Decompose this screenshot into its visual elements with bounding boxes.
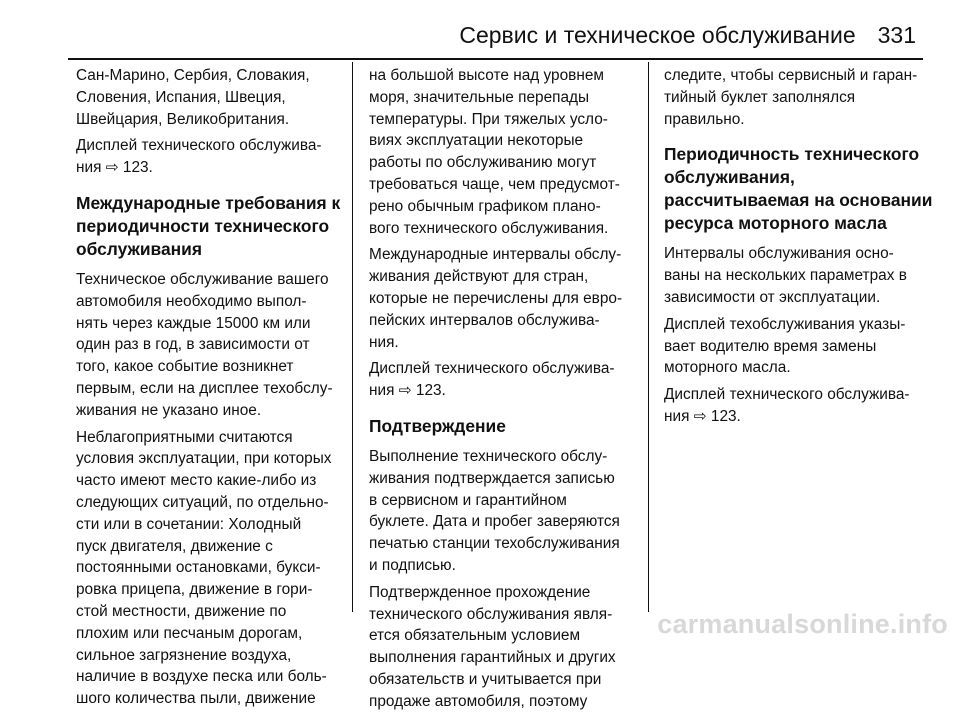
text-line: ния ⇨ 123. xyxy=(76,159,153,177)
text-line: того, какое событие возникнет xyxy=(76,358,294,376)
text-line: работы по обслуживанию могут xyxy=(369,154,597,172)
text-line: печатью станции техобслуживания xyxy=(369,535,620,553)
paragraph xyxy=(76,65,354,130)
heading-line: Периодичность технического xyxy=(664,144,920,165)
text-line: выполнения гарантийных и других xyxy=(369,649,616,667)
section-heading xyxy=(369,415,647,438)
text-line: сильное загрязнение воздуха, xyxy=(76,646,292,664)
text-line: Неблагоприятными считаются xyxy=(76,428,293,446)
heading-line: Международные требования к xyxy=(76,192,341,213)
text-line: Дисплей технического обслужива- xyxy=(369,360,615,378)
text-line: моторного масла. xyxy=(664,359,791,377)
heading-line: обслуживания, xyxy=(664,167,795,188)
text-line: технического обслуживания явля- xyxy=(369,605,613,623)
paragraph xyxy=(664,65,942,130)
text-column-2 xyxy=(369,60,647,713)
text-line: сти или в сочетании: Холодный xyxy=(76,515,302,533)
paragraph xyxy=(76,135,354,179)
text-line: ния. xyxy=(369,333,399,351)
text-line: часто имеют место какие-либо из xyxy=(76,472,317,490)
text-line: автомобиля необходимо выпол- xyxy=(76,292,307,310)
text-line: первым, если на дисплее техобслу- xyxy=(76,379,333,397)
text-line: на большой высоте над уровнем xyxy=(369,67,604,84)
text-line: Дисплей техобслуживания указы- xyxy=(664,315,906,333)
paragraph xyxy=(369,244,647,353)
text-line: вает водителю время замены xyxy=(664,337,877,355)
text-line: постоянными остановками, букси- xyxy=(76,559,321,577)
text-line: требоваться чаще, чем предусмот- xyxy=(369,175,620,193)
text-line: тийный буклет заполнялся xyxy=(664,88,856,106)
text-column-3 xyxy=(664,60,942,428)
text-line: пейских интервалов обслужива- xyxy=(369,311,600,329)
text-line: стой местности, движение по xyxy=(76,602,287,620)
paragraph xyxy=(76,269,354,422)
text-line: шого количества пыли, движение xyxy=(76,690,316,708)
heading-line: периодичности технического xyxy=(76,215,330,236)
text-line: Техническое обслуживание вашего xyxy=(76,270,329,288)
section-heading xyxy=(76,192,354,261)
text-line: Словения, Испания, Швеция, xyxy=(76,88,286,106)
text-line: Дисплей технического обслужива- xyxy=(664,386,910,404)
text-column-1 xyxy=(76,60,354,710)
paragraph xyxy=(664,384,942,428)
paragraph xyxy=(369,582,647,713)
text-line: ваны на нескольких параметрах в xyxy=(664,267,907,285)
text-line: наличие в воздухе песка или боль- xyxy=(76,668,327,686)
text-line: Международные интервалы обслу- xyxy=(369,246,622,264)
text-line: в сервисном и гарантийном xyxy=(369,491,567,509)
text-line: Интервалы обслуживания осно- xyxy=(664,245,894,263)
text-line: которые не перечислены для евро- xyxy=(369,289,623,307)
text-line: следующих ситуаций, по отдельно- xyxy=(76,493,329,511)
text-line: моря, значительные перепады xyxy=(369,88,590,106)
heading-line: Подтверждение xyxy=(369,415,506,436)
paragraph xyxy=(664,314,942,379)
column-divider-2 xyxy=(648,62,649,612)
text-line: живания не указано иное. xyxy=(76,401,262,419)
text-line: и подписью. xyxy=(369,556,456,574)
text-line: Подтвержденное прохождение xyxy=(369,583,591,601)
text-line: буклете. Дата и пробег заверяются xyxy=(369,513,620,531)
text-line: ется обязательным условием xyxy=(369,627,581,645)
paragraph xyxy=(369,65,647,239)
text-line: нять через каждые 15000 км или xyxy=(76,314,311,332)
text-line: зависимости от эксплуатации. xyxy=(664,288,881,306)
heading-line: обслуживания xyxy=(76,238,203,259)
text-line: правильно. xyxy=(664,110,745,128)
text-line: живания подтверждается записью xyxy=(369,469,615,487)
text-line: Сан-Марино, Сербия, Словакия, xyxy=(76,67,310,84)
text-line: вого технического обслуживания. xyxy=(369,219,609,237)
text-line: обязательств и учитывается при xyxy=(369,670,602,688)
text-line: продаже автомобиля, поэтому xyxy=(369,692,588,710)
text-line: температуры. При тяжелых усло- xyxy=(369,110,608,128)
page-number: 331 xyxy=(877,22,916,48)
paragraph xyxy=(369,358,647,402)
text-line: плохим или песчаным дорогам, xyxy=(76,624,303,642)
text-line: ровка прицепа, движение в гори- xyxy=(76,581,313,599)
text-line: ния ⇨ 123. xyxy=(369,382,446,400)
page-header xyxy=(459,22,916,49)
text-line: рено обычным графиком плано- xyxy=(369,197,601,215)
section-heading xyxy=(664,143,942,235)
watermark: carmanualsonline.info xyxy=(657,609,948,639)
text-line: следите, чтобы сервисный и гаран- xyxy=(664,67,918,84)
text-line: живания действуют для стран, xyxy=(369,268,589,286)
column-divider-1 xyxy=(352,62,353,612)
page-title: Сервис и техническое обслуживание xyxy=(459,22,856,48)
text-line: пуск двигателя, движение с xyxy=(76,537,273,555)
heading-line: ресурса моторного масла xyxy=(664,213,887,234)
text-line: виях эксплуатации некоторые xyxy=(369,132,584,150)
text-line: один раз в год, в зависимости от xyxy=(76,336,310,354)
text-line: Дисплей технического обслужива- xyxy=(76,137,322,155)
text-line: условия эксплуатации, при которых xyxy=(76,450,332,468)
paragraph xyxy=(76,427,354,710)
text-line: Выполнение технического обслу- xyxy=(369,447,608,465)
paragraph xyxy=(664,243,942,308)
text-line: Швейцария, Великобритания. xyxy=(76,110,290,128)
text-line: ния ⇨ 123. xyxy=(664,407,741,425)
heading-line: рассчитываемая на основании xyxy=(664,190,933,211)
paragraph xyxy=(369,446,647,577)
